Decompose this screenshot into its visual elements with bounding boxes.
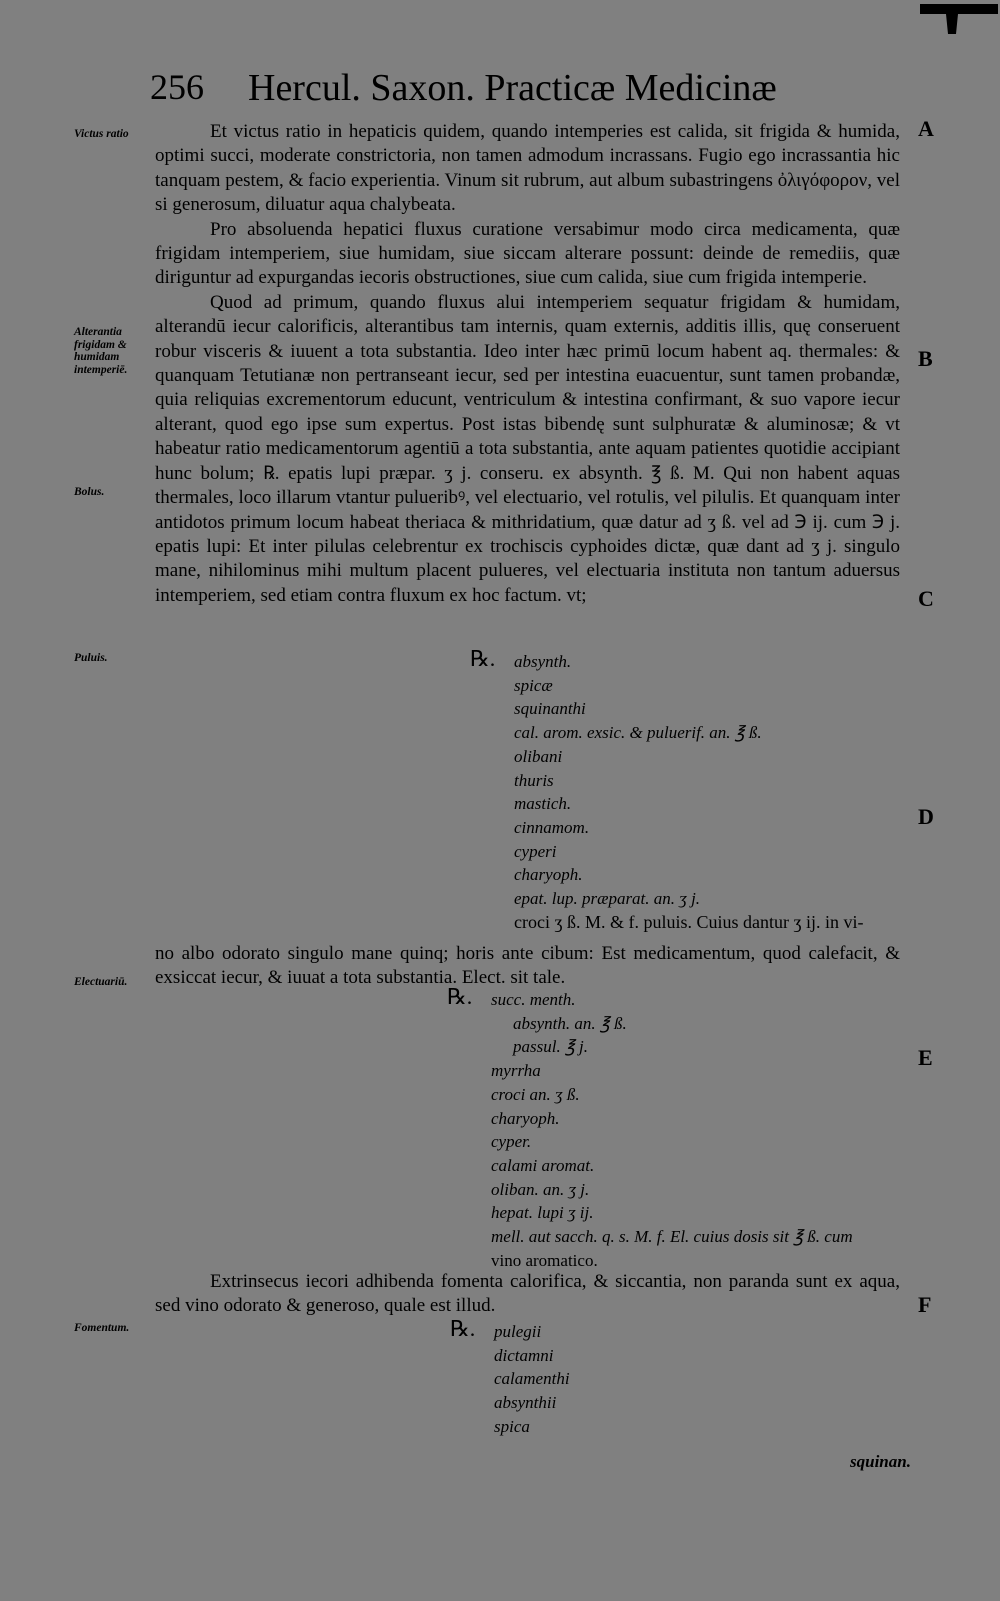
recipe-line: succ. menth. <box>491 990 576 1009</box>
recipe-line: croci an. ʒ ß. <box>491 1084 580 1104</box>
recipe-line: mell. aut sacch. q. s. M. f. El. cuius dosis sit ℥ ß. cum <box>491 1227 853 1247</box>
page-number: 256 <box>150 67 204 107</box>
section-letter-c: C <box>918 586 934 611</box>
recipe-symbol: ℞. <box>470 646 496 671</box>
recipe-line: oliban. an. ʒ j. <box>491 1179 590 1199</box>
paragraph-primum: Quod ad primum, quando fluxus alui intemperiem sequatur frigidam & humidam, alterandū iecur calorificis, alterantibus tam internis, quam externis, additis illis, quę conseruent robur visceris & iuuent a tota substantia. Ideo inter hæc primū locum habent aq. thermales: & quanquam Tetutianæ non pertranseant iecur, sed per intestina euacuentur, sunt tamen probandæ, quia reliquias excrementorum educunt, ventriculum & intestina confirmant, & suo vapore iecur alterant, quod ego ipse sum expertus. Post istas bibendę sunt sulphuratæ & aluminosæ; & vt habeatur ratio medicamentorum agentiū a tota substantia, ante aquam patientes quotidie accipiant hunc bolum; ℞. epatis lupi præpar. ʒ j. conseru. ex absynth. ℥ ß. M. Qui non habent aquas thermales, loco illarum vtantur pulueribꝰ, vel electuario, vel rotulis, vel pilulis. Et quanquam inter antidotos primum locum habeat theriaca & mithridatium, quæ datur ad ʒ ß. vel ad ℈ ij. cum ℈ j. epatis lupi: Et inter pilulas celebrentur ex trochiscis cyphoides dictæ, quæ dant ad ʒ j. singulo mane, nihilominus mihi multum placent pulueres, vel electuaria instituta non tantum aduersus intemperiem, sed etiam contra fluxum ex hoc factum. vt; <box>155 291 900 606</box>
recipe-line: thuris <box>514 770 554 790</box>
recipe-line: cyper. <box>491 1132 532 1152</box>
catchword: squinan. <box>850 1452 911 1471</box>
recipe-line: calami aromat. <box>491 1155 595 1175</box>
recipe-line: olibani <box>514 746 563 766</box>
recipe-line: vino aromatico. <box>491 1250 598 1270</box>
running-title: Hercul. Saxon. Practicæ Medicinæ <box>248 67 777 109</box>
recipe-line: passul. ℥ j. <box>513 1037 588 1057</box>
recipe-line: croci ʒ ß. M. & f. puluis. Cuius dantur ʒ ij. in vi- <box>514 911 864 932</box>
section-letter-a: A <box>918 116 934 141</box>
recipe-line: pulegii <box>494 1322 542 1341</box>
section-letter-f: F <box>918 1292 932 1317</box>
margin-note-puluis: Puluis. <box>74 652 108 664</box>
recipe-line: epat. lup. præparat. an. ʒ j. <box>514 889 701 909</box>
recipe-line: cyperi <box>514 841 557 861</box>
recipe-line: squinanthi <box>514 699 586 719</box>
recipe-line: absynth. an. ℥ ß. <box>513 1013 627 1033</box>
recipe-line: cal. arom. exsic. & puluerif. an. ℥ ß. <box>514 723 762 743</box>
paragraph-fomentum: Extrinsecus iecori adhibenda fomenta calorifica, & siccantia, non paranda sunt ex aqua, sed vino odorato & generoso, quale est illud. <box>155 1271 900 1317</box>
section-letter-d: D <box>918 804 934 829</box>
section-letter-e: E <box>918 1045 933 1070</box>
recipe-line: absynth. <box>514 652 572 671</box>
recipe-symbol: ℞. <box>447 984 473 1009</box>
paragraph-victus: Et victus ratio in hepaticis quidem, quando intemperies est calida, sit frigida & humida, optimi succi, moderate constrictoria, non tamen admodum incrassans. Fugio ego incrassantia hic tanquam pestem, & facio experientia. Vinum sit rubrum, aut album subastringens ὀλιγόφορον, vel si generosum, diluatur aqua chalybeata. <box>155 121 900 216</box>
paragraph-curatio: Pro absoluenda hepatici fluxus curatione versabimur modo circa medicamenta, quæ frigidam intemperiem, siue humidam, siue siccam alterare possunt: deinde de remediis, quæ diriguntur ad expurgandas iecoris obstructiones, siue cum calida, siue cum frigida intemperie. <box>155 218 900 289</box>
section-letter-b: B <box>918 346 933 371</box>
recipe-line: cinnamom. <box>514 817 590 837</box>
margin-note-victus-ratio: Victus ratio <box>74 128 129 140</box>
recipe-line: spica <box>494 1416 530 1436</box>
recipe-line: dictamni <box>494 1345 554 1365</box>
recipe-line: absynthii <box>494 1393 557 1413</box>
margin-note-fomentum: Fomentum. <box>74 1322 130 1334</box>
recipe-line: charyoph. <box>491 1108 560 1128</box>
recipe-line: myrrha <box>491 1061 541 1081</box>
main-text-block <box>155 120 900 608</box>
recipe-line: calamenthi <box>494 1369 570 1389</box>
recipe-line: mastich. <box>514 794 572 814</box>
recipe-symbol: ℞. <box>450 1316 476 1341</box>
recipe-line: charyoph. <box>514 865 583 885</box>
recipe-line: spicæ <box>514 675 553 695</box>
recipe-line: hepat. lupi ʒ ij. <box>491 1203 594 1223</box>
margin-note-alterantia: Alterantia frigidam & humidam intemperiē. <box>74 326 128 376</box>
margin-note-electuarium: Electuariū. <box>74 976 128 988</box>
corner-ink-mark <box>910 0 1000 40</box>
margin-note-bolus: Bolus. <box>74 486 105 498</box>
paragraph-puluis-dose: no albo odorato singulo mane quinq; horis ante cibum: Est medicamentum, quod calefacit, & exsiccat iecur, & iuuat a tota substantia. Elect. sit tale. <box>155 943 900 989</box>
